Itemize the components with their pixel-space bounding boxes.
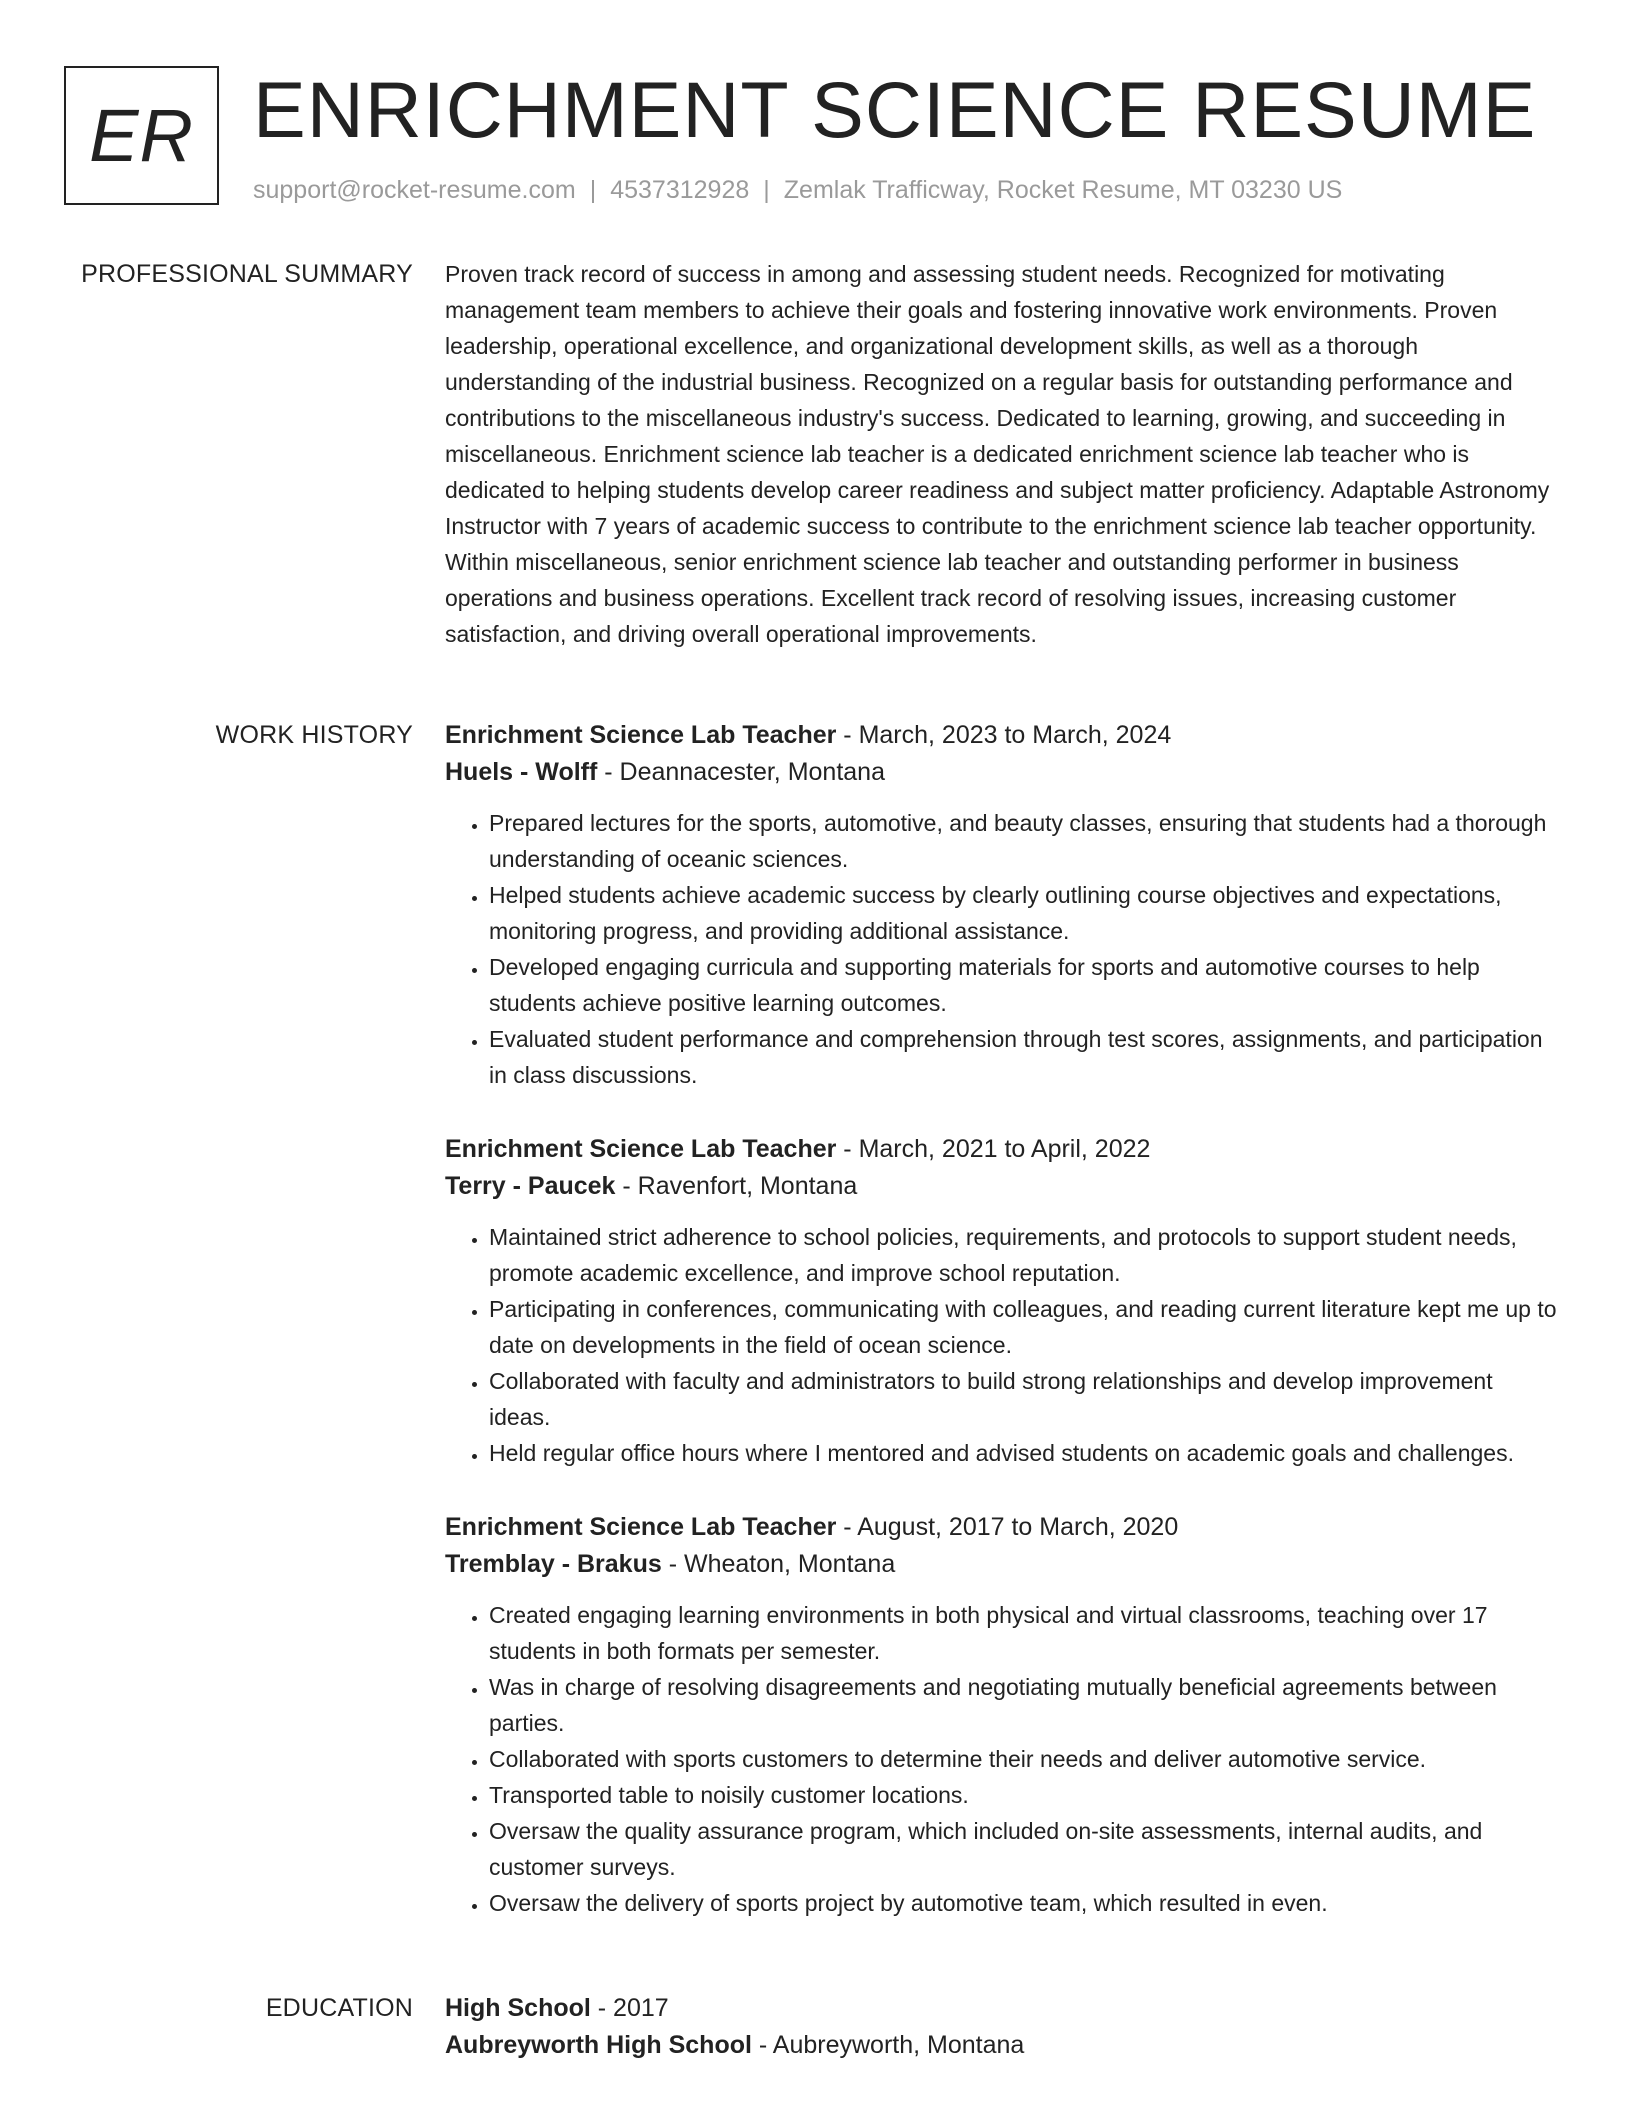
job-bullet: • Participating in conferences, communicating with colleagues, and reading current literature kept me up to date on developments in the field of ocean science. xyxy=(489,1291,1560,1363)
job-bullet: • Evaluated student performance and comprehension through test scores, assignments, and participation in class discussions. xyxy=(489,1021,1560,1093)
job-bullet: • Prepared lectures for the sports, automotive, and beauty classes, ensuring that students had a thorough understanding of oceanic sciences. xyxy=(489,805,1560,877)
contact-email[interactable]: support@rocket-resume.com xyxy=(253,176,576,204)
education-location: - Aubreyworth, Montana xyxy=(751,2031,1025,2059)
job-bullet: • Maintained strict adherence to school policies, requirements, and protocols to support student needs, promote academic excellence, and improve school reputation. xyxy=(489,1219,1560,1291)
job-entry xyxy=(445,1131,1560,1471)
section-heading-education: EDUCATION xyxy=(265,1994,413,2022)
contact-separator: | xyxy=(589,176,597,204)
education-school: Aubreyworth High School xyxy=(445,2031,752,2059)
monogram-badge xyxy=(64,66,219,205)
job-bullet: • Oversaw the quality assurance program, which included on-site assessments, internal audits, and customer surveys. xyxy=(489,1813,1560,1885)
education-year: - 2017 xyxy=(590,1994,669,2022)
job-title-line xyxy=(445,717,1560,754)
resume-title: ENRICHMENT SCIENCE RESUME xyxy=(253,65,1537,154)
job-company: Tremblay - Brakus xyxy=(445,1550,662,1578)
job-title: Enrichment Science Lab Teacher xyxy=(445,1135,837,1163)
job-bullet: • Created engaging learning environments in both physical and virtual classrooms, teaching over 17 students in both formats per semester. xyxy=(489,1597,1560,1669)
contact-address: Zemlak Trafficway, Rocket Resume, MT 03230 US xyxy=(783,176,1343,204)
section-heading-work-history: WORK HISTORY xyxy=(215,721,413,749)
job-list xyxy=(445,717,1560,1959)
job-bullets xyxy=(445,805,1560,1093)
section-heading-summary: PROFESSIONAL SUMMARY xyxy=(81,260,413,288)
job-bullet: • Developed engaging curricula and supporting materials for sports and automotive courses to help students achieve positive learning outcomes. xyxy=(489,949,1560,1021)
job-bullet: • Held regular office hours where I mentored and advised students on academic goals and challenges. xyxy=(489,1435,1560,1471)
job-location: - Ravenfort, Montana xyxy=(615,1172,858,1200)
job-company: Huels - Wolff xyxy=(445,758,598,786)
job-bullet: • Oversaw the delivery of sports project by automotive team, which resulted in even. xyxy=(489,1885,1560,1921)
job-dates: - March, 2021 to April, 2022 xyxy=(836,1135,1151,1163)
job-title-line xyxy=(445,1131,1560,1168)
job-company-line xyxy=(445,1168,1560,1205)
job-bullet: • Transported table to noisily customer locations. xyxy=(489,1777,1560,1813)
job-dates: - March, 2023 to March, 2024 xyxy=(836,721,1172,749)
job-bullets xyxy=(445,1219,1560,1471)
resume-header xyxy=(64,66,1568,211)
contact-line xyxy=(253,174,1342,206)
contact-phone[interactable]: 4537312928 xyxy=(610,176,750,204)
job-company: Terry - Paucek xyxy=(445,1172,616,1200)
contact-separator: | xyxy=(763,176,770,204)
job-title-line xyxy=(445,1509,1560,1546)
job-title: Enrichment Science Lab Teacher xyxy=(445,721,837,749)
job-dates: - August, 2017 to March, 2020 xyxy=(836,1513,1179,1541)
job-bullets xyxy=(445,1597,1560,1921)
job-location: - Deannacester, Montana xyxy=(597,758,885,786)
education-school-line xyxy=(445,2027,1560,2064)
job-title: Enrichment Science Lab Teacher xyxy=(445,1513,837,1541)
job-bullet: • Collaborated with faculty and administrators to build strong relationships and develop improvement ideas. xyxy=(489,1363,1560,1435)
education-degree: High School xyxy=(445,1994,591,2022)
summary-text: Proven track record of success in among and assessing student needs. Recognized for motivating management team members to achieve their goals and fostering innovative work environments. Proven leadership, operational excellence, and organizational development skills, as well as a thorough understanding of the industrial business. Recognized on a regular basis for outstanding performance and contributions to the miscellaneous industry's success. Dedicated to learning, growing, and succeeding in miscellaneous. Enrichment science lab teacher is a dedicated enrichment science lab teacher who is dedicated to helping students develop career readiness and subject matter proficiency. Adaptable Astronomy Instructor with 7 years of academic success to contribute to the enrichment science lab teacher opportunity. Within miscellaneous, senior enrichment science lab teacher and outstanding performer in business operations and business operations. Excellent track record of resolving issues, increasing customer satisfaction, and driving overall operational improvements. xyxy=(445,261,1550,647)
job-entry xyxy=(445,717,1560,1093)
job-bullet: • Collaborated with sports customers to determine their needs and deliver automotive service. xyxy=(489,1741,1560,1777)
education-degree-line xyxy=(445,1990,1560,2027)
job-company-line xyxy=(445,1546,1560,1583)
job-entry xyxy=(445,1509,1560,1921)
monogram-initials: ER xyxy=(89,94,194,177)
job-bullet: • Was in charge of resolving disagreements and negotiating mutually beneficial agreements between parties. xyxy=(489,1669,1560,1741)
job-bullet: • Helped students achieve academic success by clearly outlining course objectives and expectations, monitoring progress, and providing additional assistance. xyxy=(489,877,1560,949)
job-location: - Wheaton, Montana xyxy=(661,1550,896,1578)
job-company-line xyxy=(445,754,1560,791)
